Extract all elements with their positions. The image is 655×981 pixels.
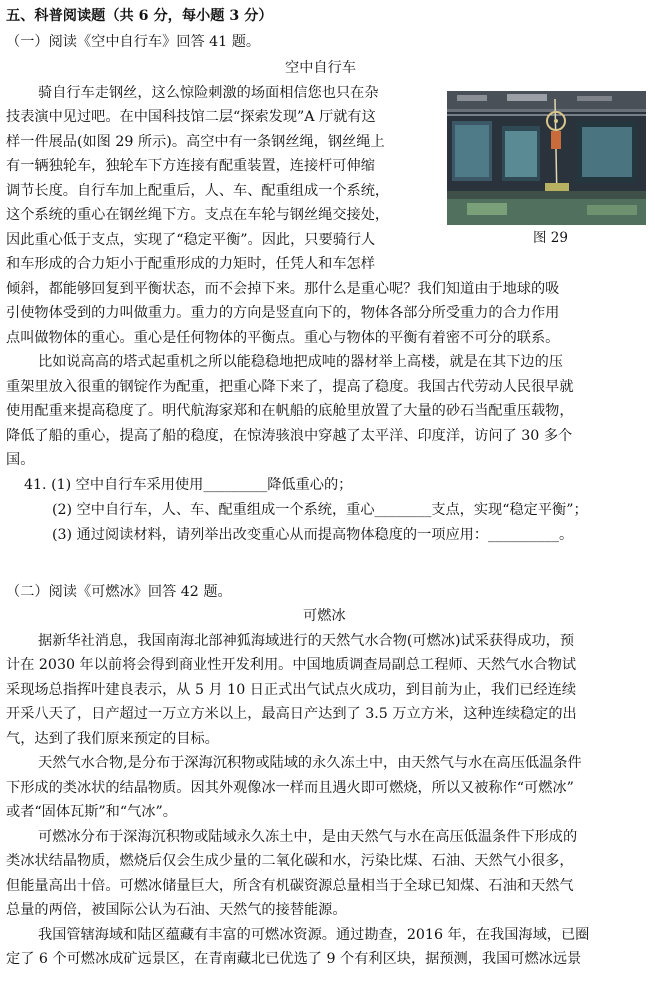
part2-line-14: 定了 6 个可燃冰成矿远景区，在青南藏北已优选了 9 个有利区块，据预测，我国可燃冰远景 bbox=[6, 951, 582, 967]
part2-line-6: 天然气水合物,是分布于深海沉积物或陆域的永久冻土中，由天然气与水在高压低温条件 bbox=[38, 755, 582, 771]
part1-line-14: 使用配重来提高稳度了。明代航海家郑和在帆船的底舱里放置了大量的砂石当配重压载物， bbox=[6, 403, 574, 419]
part1-line-7: 因此重心低于支点，实现了“稳定平衡”。因此，只要骑行人 bbox=[6, 232, 376, 248]
part2-line-1: 据新华社消息，我国南海北部神狐海域进行的天然气水合物(可燃冰)试采获得成功，预 bbox=[38, 633, 575, 649]
part2-line-11: 但能量高出十倍。可燃冰储量巨大，所含有机碳资源总量相当于全球已知煤、石油和天然气 bbox=[6, 878, 574, 894]
part1-line-6: 这个系统的重心在钢丝绳下方。支点在车轮与钢丝绳交接处， bbox=[6, 207, 390, 223]
part1-line-9: 倾斜，都能够回复到平衡状态，而不会掉下来。那什么是重心呢？我们知道由于地球的吸 bbox=[6, 281, 560, 297]
figure-29-photo bbox=[447, 91, 646, 225]
part1-line-10: 引使物体受到的力叫做重力。重力的方向是竖直向下的，物体各部分所受重力的合力作用 bbox=[6, 305, 560, 321]
part2-heading: （二）阅读《可燃冰》回答 42 题。 bbox=[6, 584, 232, 600]
part1-line-11: 点叫做物体的重心。重心是任何物体的平衡点。重心与物体的平衡有着密不可分的联系。 bbox=[6, 330, 560, 346]
part1-line-12: 比如说高高的塔式起重机之所以能稳稳地把成吨的器材举上高楼，就是在其下边的压 bbox=[38, 354, 563, 370]
part1-line-3: 样一件展品(如图 29 所示)。高空中有一条钢丝绳，钢丝绳上 bbox=[6, 134, 385, 150]
part2-line-9: 可燃冰分布于深海沉积物或陆域永久冻土中，是由天然气与水在高压低温条件下形成的 bbox=[38, 829, 578, 845]
part1-heading: （一）阅读《空中自行车》回答 41 题。 bbox=[6, 34, 261, 50]
figure-29-caption: 图 29 bbox=[533, 230, 568, 246]
part1-line-5: 调节长度。自行车加上配重后，人、车、配重组成一个系统， bbox=[6, 183, 390, 199]
part2-line-12: 总量的两倍，被国际公认为石油、天然气的接替能源。 bbox=[6, 902, 347, 918]
section-header: 五、科普阅读题（共 6 分，每小题 3 分） bbox=[6, 8, 273, 24]
question-41-1: 41. (1) 空中自行车采用使用_________降低重心的； bbox=[24, 477, 353, 493]
exhibit-hall-illustration bbox=[447, 91, 646, 225]
part1-line-15: 降低了船的重心，提高了船的稳度，在惊涛骇浪中穿越了太平洋、印度洋，访问了 30 多个 bbox=[6, 428, 573, 444]
part2-line-5: 气，达到了我们原来预定的目标。 bbox=[6, 731, 219, 747]
part2-line-4: 开采八天了，日产超过一万立方米以上，最高日产达到了 3.5 万立方米，这种连续稳定的出 bbox=[6, 706, 577, 722]
question-41-3: (3) 通过阅读材料，请列举出改变重心从而提高物体稳度的一项应用：__________。 bbox=[52, 527, 574, 543]
part2-line-10: 类冰状结晶物质，燃烧后仅会生成少量的二氧化碳和水，污染比煤、石油、天然气小很多， bbox=[6, 853, 574, 869]
part2-line-7: 下形成的类冰状的结晶物质。因其外观像冰一样而且遇火即可燃烧，所以又被称作“可燃冰” bbox=[6, 780, 574, 796]
part2-line-3: 采现场总指挥叶建良表示，从 5 月 10 日正式出气试点火成功，到目前为止，我们已经连续 bbox=[6, 682, 577, 698]
part2-line-2: 计在 2030 年以前将会得到商业性开发利用。中国地质调查局副总工程师、天然气水合物试 bbox=[6, 657, 577, 673]
question-41-2: (2) 空中自行车，人、车、配重组成一个系统，重心________支点，实现“稳定平衡”； bbox=[52, 502, 588, 518]
part1-line-4: 有一辆独轮车，独轮车下方连接有配重装置，连接杆可伸缩 bbox=[6, 158, 375, 174]
part1-line-1: 骑自行车走钢丝，这么惊险刺激的场面相信您也只在杂 bbox=[38, 85, 379, 101]
part2-line-8: 或者“固体瓦斯”和“气冰”。 bbox=[6, 804, 177, 820]
part1-line-13: 重架里放入很重的钢锭作为配重，把重心降下来了，提高了稳度。我国古代劳动人民很早就 bbox=[6, 379, 574, 395]
part2-line-13: 我国管辖海域和陆区蕴藏有丰富的可燃冰资源。通过勘查，2016 年，在我国海域，已圈 bbox=[38, 927, 590, 943]
part2-article-title: 可燃冰 bbox=[303, 608, 346, 624]
part1-line-16: 国。 bbox=[6, 452, 35, 468]
part1-article-title: 空中自行车 bbox=[285, 60, 356, 76]
part1-line-8: 和车形成的合力矩小于配重形成的力矩时，任凭人和车怎样 bbox=[6, 256, 375, 272]
part1-line-2: 技表演中见过吧。在中国科技馆二层“探索发现”A 厅就有这 bbox=[6, 109, 376, 125]
